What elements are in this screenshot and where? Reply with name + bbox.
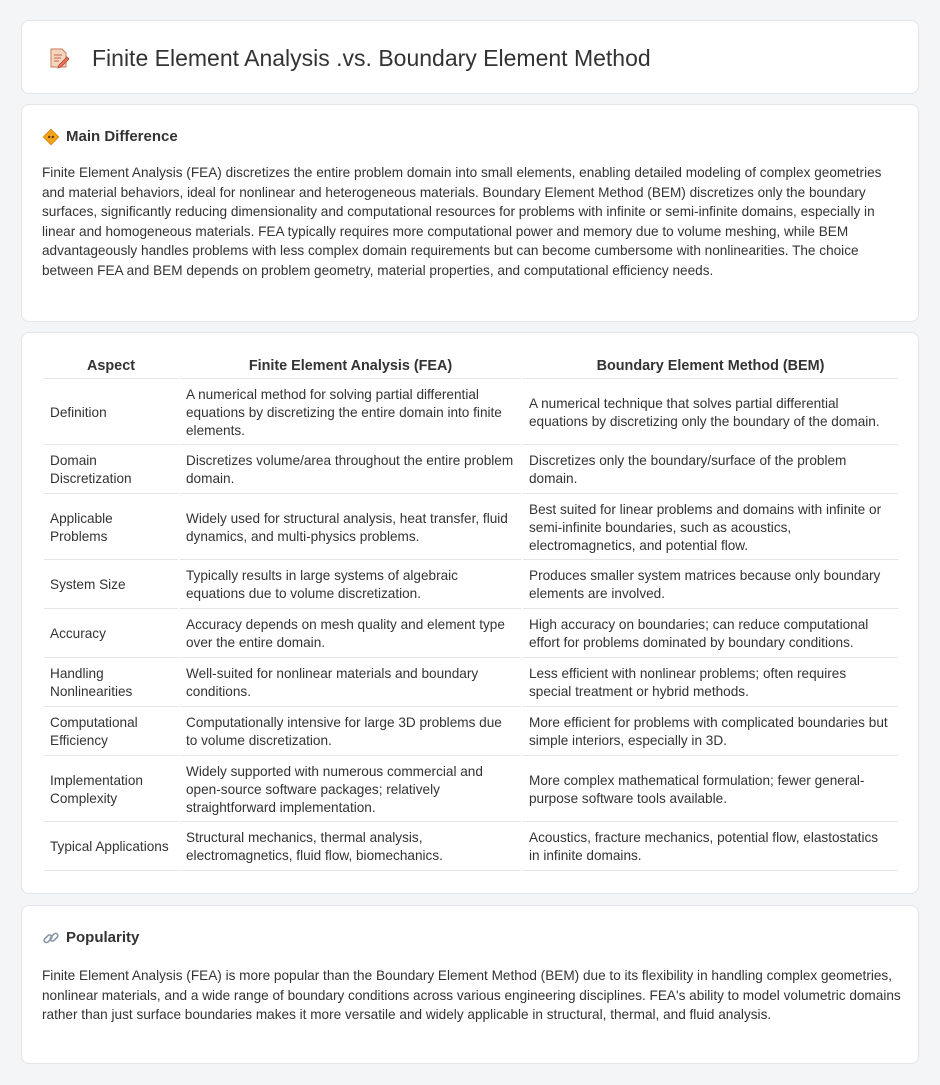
bem-cell: A numerical technique that solves partial differential equations by discretizing only the boundary of the domain. <box>523 381 898 445</box>
page-title: Finite Element Analysis .vs. Boundary Element Method <box>92 45 651 71</box>
aspect-cell: Applicable Problems <box>44 496 178 560</box>
popularity-text: Finite Element Analysis (FEA) is more popular than the Boundary Element Method (BEM) due to its flexibility in handling complex geometries, nonlinear materials, and a wide range of boundary conditions across various engineering disciplines. FEA's ability to model volumetric domains rather than just surface boundaries makes it more versatile and widely applicable in structural, thermal, and fluid analysis. <box>42 968 901 1023</box>
comparison-table <box>42 351 900 873</box>
bem-cell: High accuracy on boundaries; can reduce computational effort for problems dominated by boundary conditions. <box>523 611 898 658</box>
fea-cell: Structural mechanics, thermal analysis, electromagnetics, fluid flow, biomechanics. <box>180 824 521 871</box>
table-row <box>44 709 898 756</box>
table-row <box>44 447 898 494</box>
comparison-card <box>21 332 919 894</box>
main-difference-text: Finite Element Analysis (FEA) discretizes the entire problem domain into small elements, enabling detailed modeling of complex geometries and material behaviors, ideal for nonlinear and heterogeneous materials. Boundary Element Method (BEM) discretizes only the boundary surfaces, significantly reducing dimensionality and computational resources for problems with infinite or semi-infinite domains, especially in linear and homogeneous materials. FEA typically requires more computational power and memory due to volume meshing, while BEM advantageously handles problems with less complex domain requirements but can become cumbersome with nonlinearities. The choice between FEA and BEM depends on problem geometry, material properties, and computational efficiency needs. <box>42 165 882 278</box>
main-difference-card <box>21 104 919 322</box>
aspect-cell: Computational Efficiency <box>44 709 178 756</box>
title-card <box>21 20 919 94</box>
table-row <box>44 611 898 658</box>
fea-cell: Typically results in large systems of algebraic equations due to volume discretization. <box>180 562 521 609</box>
table-header-row <box>44 353 898 379</box>
aspect-cell: Domain Discretization <box>44 447 178 494</box>
aspect-cell: Accuracy <box>44 611 178 658</box>
popularity-header <box>42 928 139 948</box>
aspect-cell: Definition <box>44 381 178 445</box>
document-edit-icon <box>47 46 71 70</box>
table-row <box>44 562 898 609</box>
main-difference-heading: Main Difference <box>66 128 178 145</box>
aspect-cell: Handling Nonlinearities <box>44 660 178 707</box>
main-difference-header <box>42 127 178 147</box>
aspect-cell: System Size <box>44 562 178 609</box>
link-icon <box>42 929 60 947</box>
bem-cell: Discretizes only the boundary/surface of the problem domain. <box>523 447 898 494</box>
fea-cell: Well-suited for nonlinear materials and boundary conditions. <box>180 660 521 707</box>
table-row <box>44 660 898 707</box>
fea-cell: Widely used for structural analysis, heat transfer, fluid dynamics, and multi-physics problems. <box>180 496 521 560</box>
table-row <box>44 381 898 445</box>
fea-cell: Computationally intensive for large 3D problems due to volume discretization. <box>180 709 521 756</box>
bem-cell: Less efficient with nonlinear problems; often requires special treatment or hybrid methods. <box>523 660 898 707</box>
aspect-cell: Implementation Complexity <box>44 758 178 822</box>
table-row <box>44 496 898 560</box>
popularity-card <box>21 905 919 1064</box>
bem-cell: Acoustics, fracture mechanics, potential flow, elastostatics in infinite domains. <box>523 824 898 871</box>
fea-cell: Widely supported with numerous commercial and open-source software packages; relatively straightforward implementation. <box>180 758 521 822</box>
popularity-heading: Popularity <box>66 929 140 946</box>
aspect-cell: Typical Applications <box>44 824 178 871</box>
bem-cell: Produces smaller system matrices because only boundary elements are involved. <box>523 562 898 609</box>
fea-cell: Discretizes volume/area throughout the entire problem domain. <box>180 447 521 494</box>
bem-cell: More complex mathematical formulation; fewer general-purpose software tools available. <box>523 758 898 822</box>
table-row <box>44 758 898 822</box>
bem-cell: More efficient for problems with complicated boundaries but simple interiors, especially in 3D. <box>523 709 898 756</box>
fea-cell: A numerical method for solving partial differential equations by discretizing the entire domain into finite elements. <box>180 381 521 445</box>
header-fea: Finite Element Analysis (FEA) <box>180 353 521 379</box>
fea-cell: Accuracy depends on mesh quality and element type over the entire domain. <box>180 611 521 658</box>
header-aspect: Aspect <box>44 353 178 379</box>
table-row <box>44 824 898 871</box>
diamond-icon <box>42 128 60 146</box>
bem-cell: Best suited for linear problems and domains with infinite or semi-infinite boundaries, such as acoustics, electromagnetics, and potential flow. <box>523 496 898 560</box>
header-bem: Boundary Element Method (BEM) <box>523 353 898 379</box>
